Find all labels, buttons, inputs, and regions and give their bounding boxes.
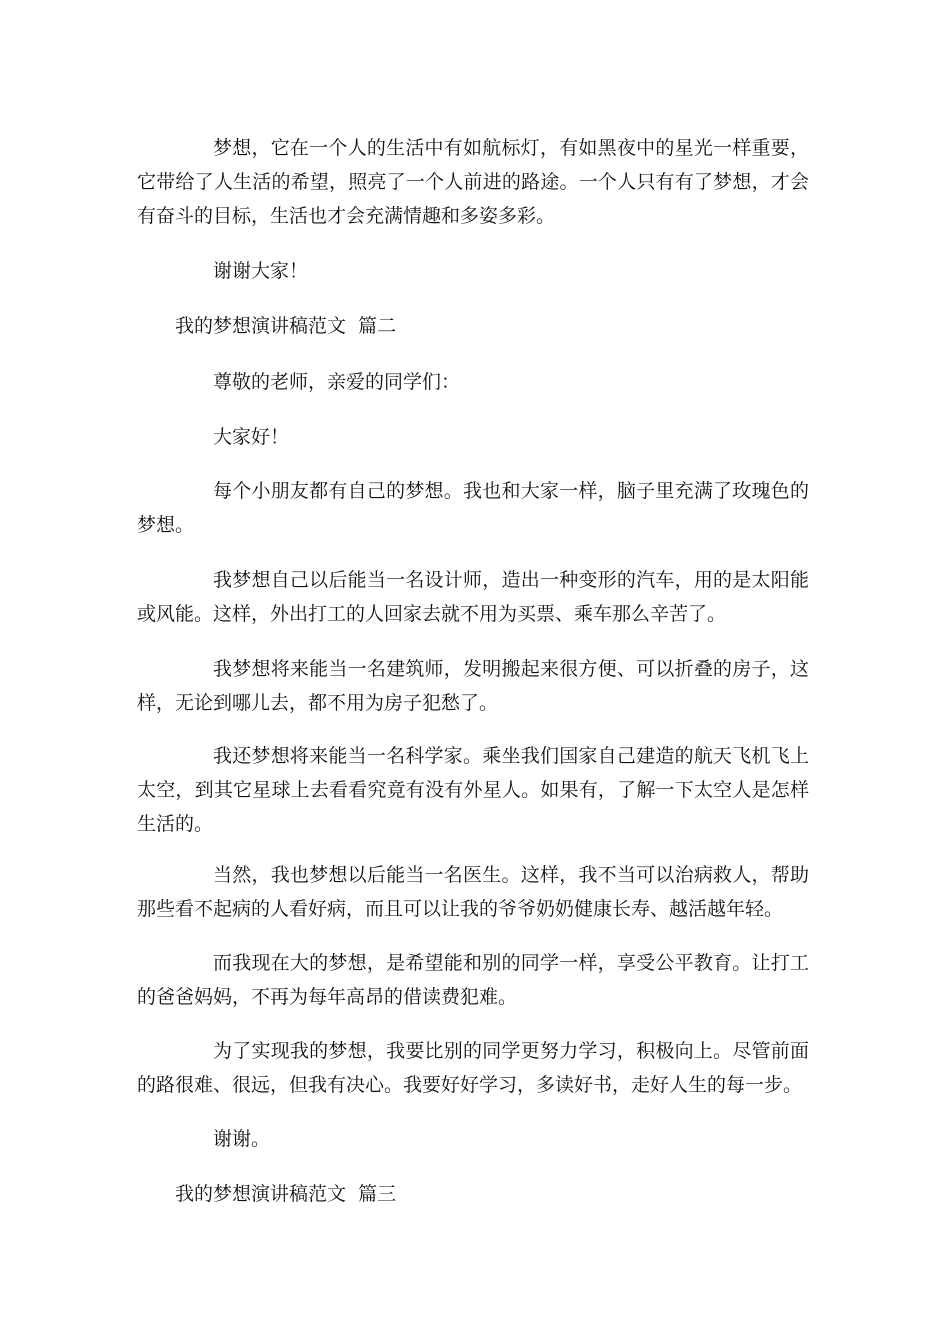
paragraph-architect-dream: 我梦想将来能当一名建筑师，发明搬起来很方便、可以折叠的房子，这样，无论到哪儿去，都不用为房子犯愁了。 — [137, 658, 809, 714]
paragraph-dream-beacon: 梦想，它在一个人的生活中有如航标灯，有如黑夜中的星光一样重要，它带给了人生活的希望，照亮了一个人前进的路途。一个人只有有了梦想，才会有奋斗的目标，生活也才会充满情趣和多姿多彩。 — [137, 137, 809, 227]
paragraph-salutation: 尊敬的老师，亲爱的同学们： — [213, 371, 461, 393]
paragraph-thanks: 谢谢。 — [213, 1128, 271, 1150]
paragraph-doctor-dream: 当然，我也梦想以后能当一名医生。这样，我不当可以治病救人，帮助那些看不起病的人看好病，而且可以让我的爷爷奶奶健康长寿、越活越年轻。 — [137, 864, 809, 920]
paragraph-every-child-dream: 每个小朋友都有自己的梦想。我也和大家一样，脑子里充满了玫瑰色的梦想。 — [137, 480, 809, 536]
section-heading-part-three: 我的梦想演讲稿范文 篇三 — [175, 1183, 397, 1205]
paragraph-designer-dream: 我梦想自己以后能当一名设计师，造出一种变形的汽车，用的是太阳能或风能。这样，外出打工的人回家去就不用为买票、乘车那么辛苦了。 — [137, 569, 809, 625]
paragraph-fair-education-dream: 而我现在大的梦想，是希望能和别的同学一样，享受公平教育。让打工的爸爸妈妈，不再为每年高昂的借读费犯难。 — [137, 952, 809, 1008]
section-heading-part-two: 我的梦想演讲稿范文 篇二 — [175, 315, 397, 337]
paragraph-greeting: 大家好！ — [213, 426, 290, 448]
paragraph-thanks-everyone: 谢谢大家！ — [213, 260, 309, 282]
paragraph-scientist-dream: 我还梦想将来能当一名科学家。乘坐我们国家自己建造的航天飞机飞上太空，到其它星球上去看看究竟有没有外星人。如果有，了解一下太空人是怎样生活的。 — [137, 745, 809, 835]
paragraph-work-hard: 为了实现我的梦想，我要比别的同学更努力学习，积极向上。尽管前面的路很难、很远，但我有决心。我要好好学习，多读好书，走好人生的每一步。 — [137, 1040, 809, 1096]
